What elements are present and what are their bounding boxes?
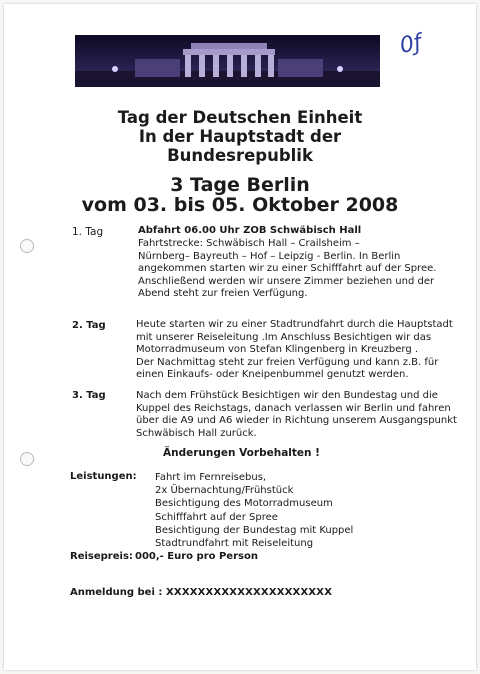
price-value: 000,- Euro pro Person [135,551,258,562]
service-item: Stadtrundfahrt mit Reiseleitung [155,538,314,550]
day3-line: Schwäbisch Hall zurück. [136,427,257,439]
day2-label: 2. Tag [72,320,106,331]
day1-line: Anschließend werden wir unsere Zimmer beziehen und der [138,275,435,287]
day1-line: Fahrtstrecke: Schwäbisch Hall – Crailsheim – [138,238,360,249]
day3-line: Kuppel des Reichstags, danach verlassen wir Berlin und fahren [136,402,451,414]
day2-line: mit unserer Reiseleitung .Im Anschluss Besichtigen wir das [136,331,432,343]
day1-label: 1. Tag [72,226,104,238]
day2-line: Motorradmuseum von Stefan Klingenberg in Kreuzberg . [136,344,419,355]
handwritten-mark: 0ƒ [397,30,425,59]
day3-description [136,390,466,440]
service-item: Schifffahrt auf der Spree [155,511,278,523]
heading-line-4: 3 Tage Berlin [170,174,310,196]
day1-line: angekommen starten wir zu einer Schifffahrt auf der Spree. [138,263,437,274]
changes-notice: Änderungen Vorbehalten ! [163,447,320,459]
punch-hole [20,452,34,466]
service-item: Fahrt im Fernreisebus, [155,472,267,483]
services-list [155,471,455,550]
heading-line-1: Tag der Deutschen Einheit [117,108,363,127]
day3-line: über die A9 und A6 wieder in Richtung unserem Ausgangspunkt [136,415,457,426]
services-label: Leistungen: [70,471,137,482]
service-item: 2x Übernachtung/Frühstück [155,485,294,497]
day1-line: Nürnberg– Bayreuth – Hof – Leipzig - Berlin. In Berlin [138,250,401,262]
registration-label: Anmeldung bei : [70,587,163,598]
day3-label: 3. Tag [72,390,106,401]
service-item: Besichtigung des Motorradmuseum [155,498,333,510]
day2-line: Der Nachmittag steht zur freien Verfügung und kann z.B. für [136,356,439,368]
heading-line-5: vom 03. bis 05. Oktober 2008 [81,194,399,216]
day1-headline: Abfahrt 06.00 Uhr ZOB Schwäbisch Hall [138,225,362,236]
heading-line-2: In der Hauptstadt der [138,127,342,146]
day1-line: Abend steht zur freien Verfügung. [138,288,308,299]
day1-description [138,238,458,301]
brandenburg-gate-banner-image [75,35,380,87]
price-label: Reisepreis: [70,551,133,562]
registration-value: XXXXXXXXXXXXXXXXXXXXX [166,587,333,598]
punch-hole [20,239,34,253]
day2-description [136,319,466,382]
day3-line: Nach dem Frühstück Besichtigen wir den Bundestag und die [136,390,438,401]
day2-line: einen Einkaufs- oder Kneipenbummel genutzt werden. [136,369,409,380]
day2-line: Heute starten wir zu einer Stadtrundfahrt durch die Hauptstadt [136,319,453,330]
service-item: Besichtigung der Bundestag mit Kuppel [155,524,354,536]
heading-line-3: Bundesrepublik [167,146,313,165]
